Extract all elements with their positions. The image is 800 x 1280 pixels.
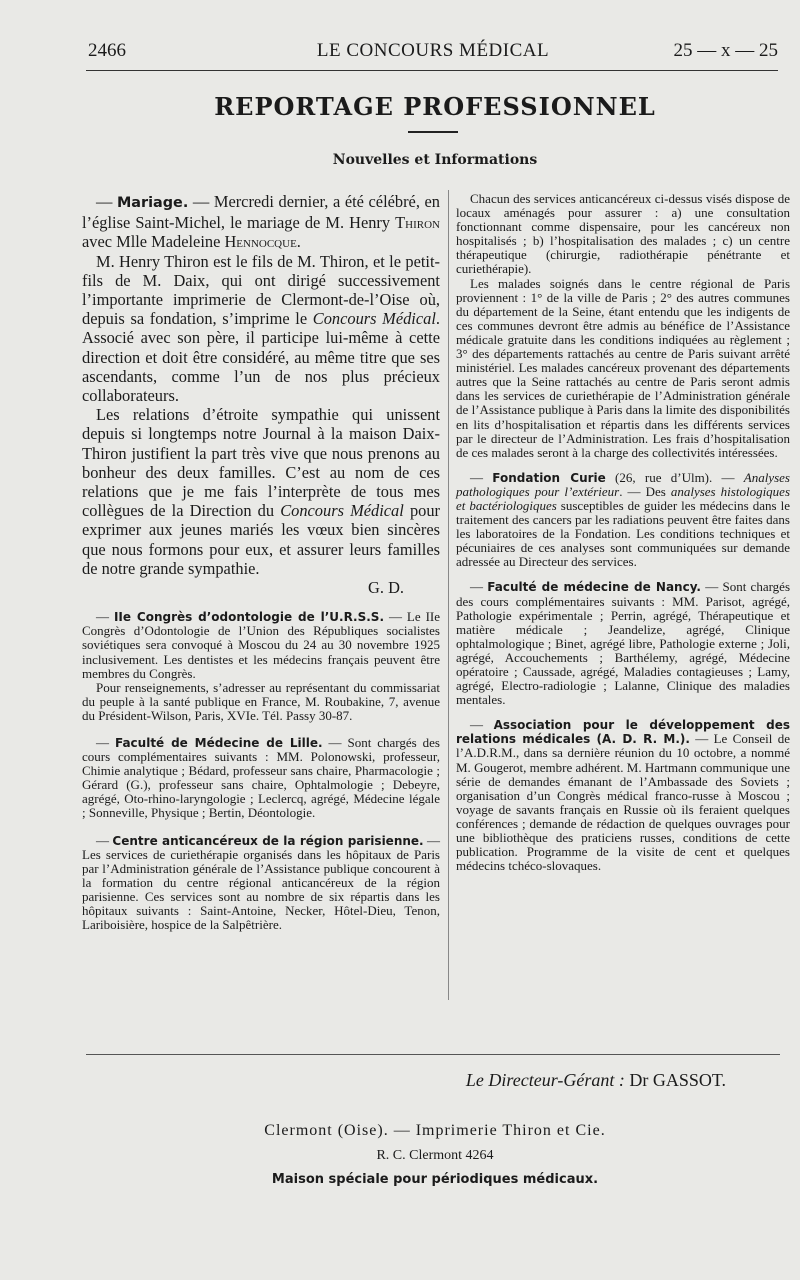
title-divider — [408, 131, 458, 133]
adrm-paragraph: — Association pour le développement des relations médicales (A. D. R. M.). — Le Conseil de l’A.D.R.M., dans sa dernière réunion du 10 octobre, a nommé M. Gougerot, membre adhérent. M. Hartmann communique une série de demandes émanant de l’Ambassade des Soviets ; organisation d’un Congrès médical franco-russe à Moscou ; voyage de savants français en Russie où ils feraient quelques conférences ; demande de rédaction de quelques ouvrages pour une bibliothèque des praticiens russes, conditions de cette publication. Programme de la visite de cent et quelques médecins tchéco-slovaques. — [456, 717, 790, 874]
centre-paragraph-2: Chacun des services anticancéreux ci-dessus visés dispose de locaux aménagés pour assurer : a) une consultation fonctionnant comme dispensaire, pour les cancéreux non hospitalisés ; b) l’hospitalisation des malades ; c) un centre thérapeutique (chirurgie, radiothérapie pénétrante et curiethérapie). — [456, 191, 790, 277]
article-centre — [82, 834, 440, 933]
section-title: REPORTAGE PROFESSIONNEL — [214, 92, 656, 121]
curie-paragraph: — Fondation Curie (26, rue d’Ulm). — Analyses pathologiques pour l’extérieur. — Des analyses histologiques et bactériologiques susceptibles de guider les médecins dans le traitement des cancers par les radiations peuvent être faites dans les laboratoires de la Fondation. Les conditions techniques et pécuniaires de ces analyses sont communiquées sur demande adressée au Directeur des services. — [456, 469, 791, 570]
article-adrm — [456, 718, 790, 873]
column-divider — [448, 190, 449, 1000]
mariage-paragraph-2: M. Henry Thiron est le fils de M. Thiron, et le petit-fils de M. Daix, qui ont dirigé successivement l’importante imprimerie de Clermont-de-l’Oise où, depuis sa fondation, s’imprime le Concours Médical. Associé avec son père, il participe lui-même à cette direction et doit être considéré, au même titre que ses ascendants, comme l’un de nos plus précieux collaborateurs. — [82, 251, 440, 406]
congres-paragraph-2: Pour renseignements, s’adresser au représentant du commissariat du peuple à la santé publique en France, M. Roubakine, 7, avenue du Président-Wilson, Paris, XVIe. Tél. Passy 30-87. — [82, 679, 440, 723]
article-congres — [82, 610, 440, 723]
header-rule — [86, 70, 778, 71]
journal-title: LE CONCOURS MÉDICAL — [316, 40, 550, 61]
centre-paragraph-3: Les malades soignés dans le centre régional de Paris proviennent : 1° de la ville de Paris ; 2° des autres communes du département de la Seine, étant entendu que les indigents de ces communes devront être admis au bénéfice de l’Assistance médicale gratuite dans les conditions indiquées au règlement ; 3° des départements rattachés au centre de Paris suivant arrêté ministériel. Les malades cancéreux provenant des départements autres que la Seine rattachés au centre de Paris seront admis dans les services de curiethérapie de l’Administration générale de l’Assistance publique à Paris dans la limite des disponibilités en lits d’hospitalisation et répartis dans les différents services par le directeur de l’Administration. Les frais d’hospitalisation de ces malades seront à la charge des collectivités intéressées. — [456, 275, 790, 460]
article-curie — [456, 471, 790, 570]
nancy-lead: Faculté de médecine de Nancy. — [487, 580, 701, 595]
left-column — [82, 192, 440, 932]
mariage-paragraph-1: — Mariage. — Mercredi dernier, a été célébré, en l’église Saint-Michel, le mariage de M. Henry Thiron avec Mlle Madeleine Hennocque. — [82, 192, 440, 252]
mariage-signature: G. D. — [368, 578, 404, 598]
lille-paragraph: — Faculté de Médecine de Lille. — Sont chargés des cours complémentaires suivants : MM. Polonowski, professeur, Chimie analytique ; Bédard, professeur sans chaire, Pharmacologie ; Gérard (G.), professeur sans chaire, Ophtalmologie ; Debeyre, agrégé, Oto-rhino-laryngologie ; Leclercq, agrégé, Médecine légale ; Sonneville, Physique ; Bertin, Déontologie. — [82, 735, 440, 821]
right-column — [456, 192, 790, 873]
centre-paragraph-1: — Centre anticancéreux de la région parisienne. — Les services de curiethérapie organisés dans les hôpitaux de Paris par l’Administration générale de l’Assistance publique concourent à la formation du centre régional anticancéreux de la région parisienne. Ces services sont au nombre de six répartis dans les hôpitaux suivants : Saint-Antoine, Necker, Hôtel-Dieu, Tenon, Lariboisière, hospice de la Salpêtrière. — [82, 832, 441, 933]
article-mariage — [82, 192, 440, 597]
issue-date: 25 — x — 25 — [673, 40, 778, 61]
article-lille — [82, 736, 440, 821]
congres-paragraph-1: — IIe Congrès d’odontologie de l’U.R.S.S. — Le IIe Congrès d’Odontologie de l’Union des Républiques socialistes soviétiques sera convoqué à Moscou du 24 au 30 novembre 1925 inclusivement. Les dentistes et les médecins français peuvent être membres du Congrès. — [82, 609, 440, 681]
page-number: 2466 — [88, 40, 126, 61]
centre-lead: Centre anticancéreux de la région parisienne. — [112, 833, 424, 848]
director-line — [90, 1070, 726, 1091]
footer-rule — [86, 1054, 780, 1055]
director-name: Dr GASSOT. — [629, 1070, 726, 1090]
subsection-title: Nouvelles et Informations — [332, 152, 538, 168]
printer-specialty: Maison spéciale pour périodiques médicaux. — [271, 1172, 599, 1187]
mariage-lead: Mariage. — [116, 195, 189, 211]
nancy-paragraph: — Faculté de médecine de Nancy. — Sont chargés des cours complémentaires suivants : MM. Parisot, agrégé, Pathologie expérimentale ; Perrin, agrégé, Thérapeutique et matière médicale ; Jeandelize, agrégé, Clinique ophtalmologique ; Binet, agrégé libre, Pathologie externe ; Joli, agrégé, Accouchements ; Barthélemy, agrégé, Médecine opératoire ; Caussade, agrégé, Maladies contagieuses ; Lamy, agrégé, Electro-radiologie ; Lalanne, Clinique des maladies mentales. — [456, 579, 791, 708]
mariage-paragraph-3: Les relations d’étroite sympathie qui unissent depuis si longtemps notre Journal à la maison Daix-Thiron justifient la part très vive que nous prenons au bonheur des deux familles. C’est au nom de ces relations que je me fais l’interprète de tous mes collègues de la Direction du Concours Médical pour exprimer aux jeunes mariés les vœux bien sincères que nous formons pour eux, et assurer leurs familles de notre grande sympathie. — [82, 405, 440, 578]
adrm-lead: Association pour le développement des relations médicales (A. D. R. M.). — [456, 718, 790, 747]
printer-name: Clermont (Oise). — Imprimerie Thiron et Cie. — [264, 1122, 606, 1139]
running-head — [88, 40, 778, 66]
printer-registration: R. C. Clermont 4264 — [376, 1148, 494, 1163]
lille-lead: Faculté de Médecine de Lille. — [114, 736, 323, 751]
congres-lead: IIe Congrès d’odontologie de l’U.R.S.S. — [113, 610, 384, 625]
article-nancy — [456, 580, 790, 707]
curie-lead: Fondation Curie — [492, 470, 606, 485]
article-centre-continued — [456, 192, 790, 460]
director-label: Le Directeur-Gérant : — [465, 1070, 625, 1090]
